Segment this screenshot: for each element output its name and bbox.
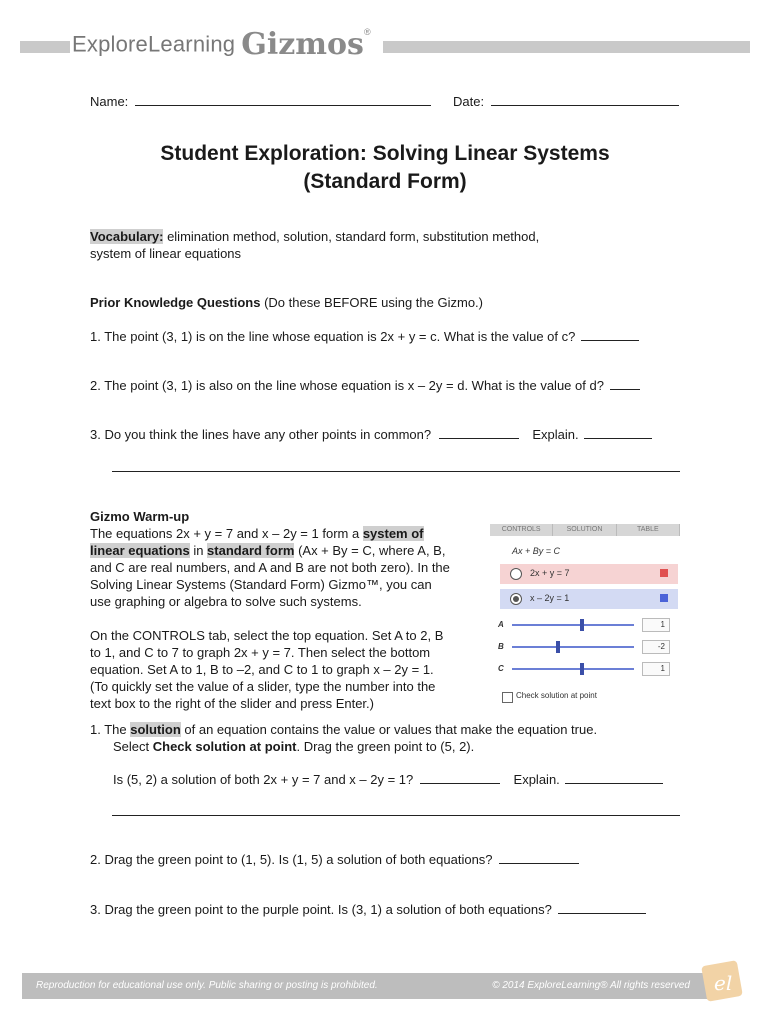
explorelearning-badge-icon	[700, 957, 746, 1005]
explorelearning-logo: ExploreLearning Gizmos®	[72, 27, 371, 62]
warmup-question-1-answer: Is (5, 2) a solution of both 2x + y = 7 and x – 2y = 1? Explain.	[113, 770, 663, 787]
prior-question-1: 1. The point (3, 1) is on the line whose equation is 2x + y = c. What is the value of c?	[90, 327, 690, 345]
prior-question-2: 2. The point (3, 1) is also on the line whose equation is x – 2y = d. What is the value of d?	[90, 376, 690, 394]
prior-knowledge-heading: Prior Knowledge Questions (Do these BEFORE using the Gizmo.)	[90, 295, 483, 310]
answer-line[interactable]	[499, 850, 579, 864]
name-field[interactable]	[90, 92, 431, 109]
warmup-question-3: 3. Drag the green point to the purple point. Is (3, 1) a solution of both equations?	[90, 900, 690, 918]
radio-equation-2[interactable]	[510, 593, 522, 605]
equation-row-1[interactable]	[500, 564, 678, 584]
slider-b-value[interactable]: -2	[642, 640, 670, 654]
tab-controls[interactable]: CONTROLS	[490, 524, 553, 536]
footer-bar	[22, 973, 712, 999]
warmup-section: Gizmo Warm-up The equations 2x + y = 7 and x – 2y = 1 form a system of linear equations in standard form (Ax + By = C, where A, B, and C are real numbers, and A and B are not both zero). In the Solving Linear Systems (Standard Form) Gizmo™, you can use graphing or algebra to solve such systems. On the CONTROLS tab, select the top equation. Set A to 2, B to 1, and C to 7 to graph 2x + y = 7. Then select the bottom equation. Set A to 1, B to –2, and C to 1 to graph x – 2y = 1. (To quickly set the value of a slider, type the number into the text box to the right of the slider and press Enter.)	[90, 509, 450, 711]
standard-form-label: Ax + By = C	[512, 546, 561, 556]
equation-1-color-swatch	[660, 569, 668, 577]
slider-a-handle[interactable]	[580, 619, 584, 631]
answer-line[interactable]	[420, 770, 500, 784]
slider-a-track[interactable]	[512, 624, 634, 626]
slider-c-value[interactable]: 1	[642, 662, 670, 676]
tab-table[interactable]: TABLE	[617, 524, 680, 536]
vocabulary: Vocabulary: elimination method, solution, standard form, substitution method, system of linear equations	[90, 229, 540, 261]
explain-line-full[interactable]	[112, 802, 680, 816]
equation-2-color-swatch	[660, 594, 668, 602]
answer-line[interactable]	[558, 900, 646, 914]
footer-copyright: © 2014 ExploreLearning® All rights reserved	[492, 980, 690, 991]
page-title: Student Exploration: Solving Linear Systems (Standard Form)	[160, 142, 610, 193]
prior-question-3: 3. Do you think the lines have any other points in common? Explain.	[90, 425, 690, 443]
warmup-question-2: 2. Drag the green point to (1, 5). Is (1, 5) a solution of both equations?	[90, 850, 690, 868]
answer-line[interactable]	[610, 376, 640, 390]
answer-line[interactable]	[581, 327, 639, 341]
slider-a-label: A	[498, 620, 504, 629]
date-label: Date:	[453, 94, 485, 109]
equation-1-label: 2x + y = 7	[530, 568, 570, 578]
radio-equation-1[interactable]	[510, 568, 522, 580]
warmup-question-1: 1. The solution of an equation contains the value or values that make the equation true. Select Check solution at point. Drag the green point to (5, 2).	[90, 722, 598, 754]
slider-c-track[interactable]	[512, 668, 634, 670]
equation-row-2[interactable]	[500, 589, 678, 609]
answer-line[interactable]	[439, 425, 519, 439]
explain-line[interactable]	[565, 770, 663, 784]
check-solution-label: Check solution at point	[516, 691, 597, 700]
gizmo-controls-panel	[490, 524, 680, 714]
slider-b-track[interactable]	[512, 646, 634, 648]
date-line[interactable]	[491, 92, 679, 106]
slider-c-handle[interactable]	[580, 663, 584, 675]
slider-b-label: B	[498, 642, 504, 651]
header-bar-left	[20, 41, 70, 53]
name-label: Name:	[90, 94, 129, 109]
slider-c-label: C	[498, 664, 504, 673]
tab-solution[interactable]: SOLUTION	[553, 524, 616, 536]
explain-line-full[interactable]	[112, 458, 680, 472]
slider-a-value[interactable]: 1	[642, 618, 670, 632]
explain-line[interactable]	[584, 425, 652, 439]
slider-b-handle[interactable]	[556, 641, 560, 653]
date-field[interactable]	[453, 92, 679, 109]
name-line[interactable]	[135, 92, 431, 106]
svg-text:el: el	[714, 971, 733, 995]
equation-2-label: x – 2y = 1	[530, 593, 570, 603]
footer-notice: Reproduction for educational use only. Public sharing or posting is prohibited.	[36, 980, 378, 991]
check-solution-checkbox[interactable]	[502, 692, 513, 703]
gizmo-tabs	[490, 524, 680, 536]
header-bar-right	[383, 41, 750, 53]
